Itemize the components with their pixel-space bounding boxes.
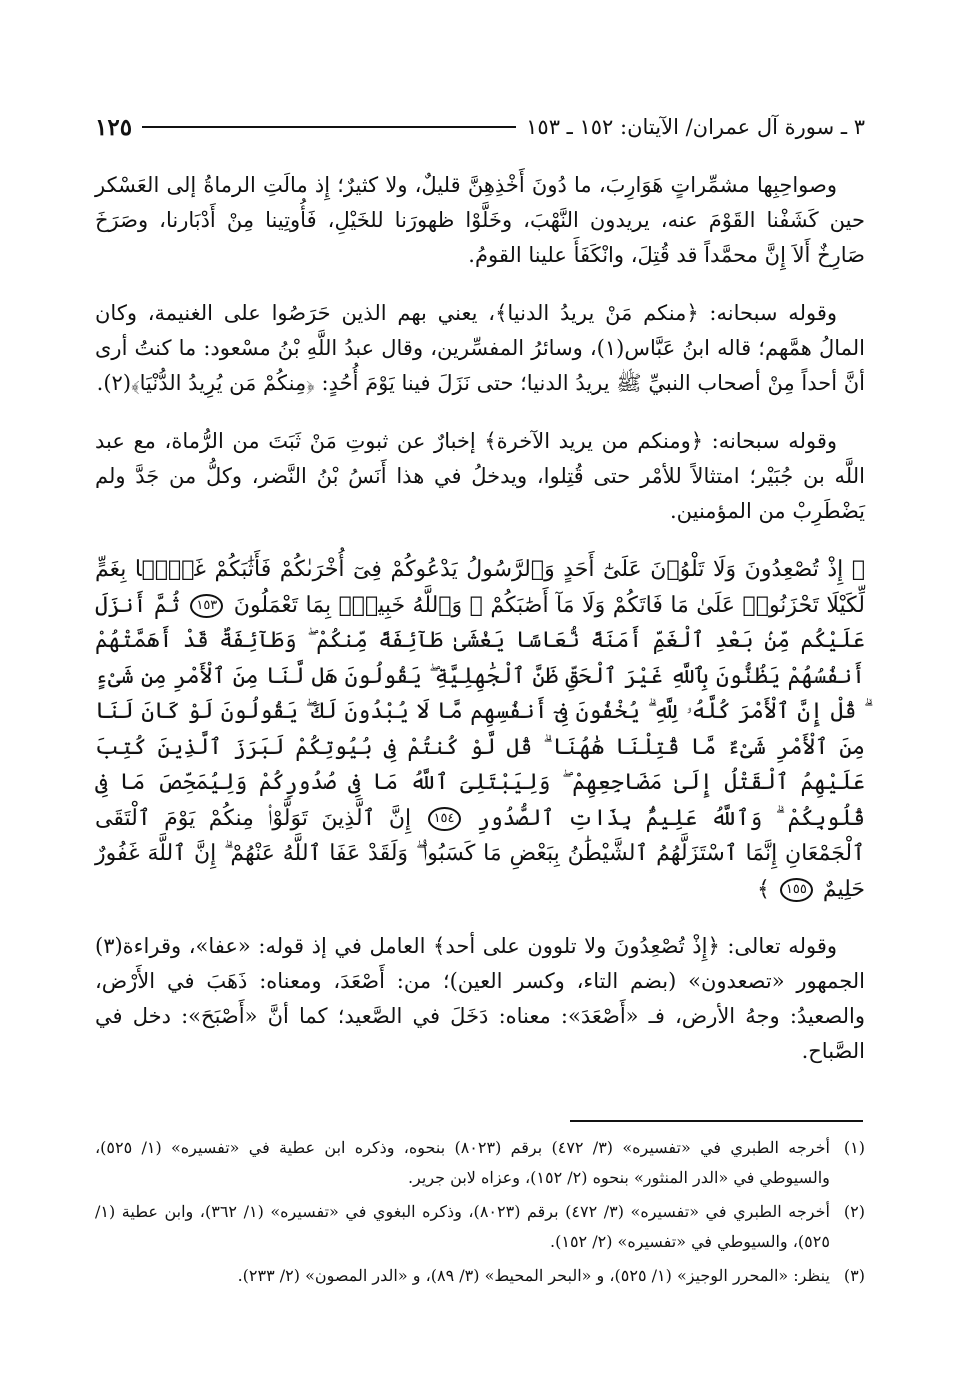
footnotes-rule (570, 1120, 863, 1122)
paragraph-2: وقوله سبحانه: ﴿منكم مَنْ يريدُ الدنيا﴾، يعني بهم الذين حَرَصُوا على الغنيمة، وكان المالُ همَّهم؛ قاله ابنُ عَبَّاس(١)، وسائرُ المفسِّرين، وقال عبدُ اللَّهِ بْنُ مسْعود: ما كنتُ أرى أنَّ أحداً مِنْ أصحاب النبيِّ ﷺ يريدُ الدنيا؛ حتى نَزَلَ فينا يَوْمَ أُحُدٍ: ﴿مِنكُمْ مَن يُرِيدُ الدُّنْيَا﴾(٢). (95, 301, 865, 395)
footnotes (95, 1133, 865, 1295)
quran-verse-155-text: إِنَّ ٱلَّذِينَ تَوَلَّوْا۟ مِنكُمْ يَوْمَ ٱلْتَقَى ٱلْجَمْعَانِ إِنَّمَا ٱسْتَزَلَّهُمُ ٱلشَّيْطَٰنُ بِبَعْضِ مَا كَسَبُوا۟ ۖ وَلَقَدْ عَفَا ٱللَّهُ عَنْهُمْ ۗ إِنَّ ٱللَّهَ غَفُورٌ حَلِيمٌ (95, 805, 865, 902)
footnote-text: أخرجه الطبري في «تفسيره» (٣/ ٤٧٢) برقم (٨٠٢٣) بنحوه، وذكره ابن عطية في «تفسيره» (١/ ٥٢٥)، والسيوطي في «الدر المنثور» بنحوه (٢/ ١٥٢)، وعزاه لابن جرير. (95, 1138, 830, 1187)
paragraph-1: وصواحِبِها مشمِّراتٍ هَوَارِبَ، ما دُونَ أَخْذِهِنَّ قليلٌ، ولا كثيرٌ؛ إِذ مالَتِ الرماةُ إلى العَسْكر حين كَشَفْنا القَوْمَ عنه، يريدون النَّهْبَ، وخَلَّوْا ظهورَنا للخَيْلِ، فَأُوتِينا مِنْ أَدْبَارنا، وصَرَخَ صَارِخٌ أَلاَ إِنَّ محمَّداً قد قُتِلَ، وانْكَفَأَ علينا القومُ. (95, 173, 865, 267)
footnote-1 (95, 1133, 865, 1193)
paragraph-4: وقوله تعالى: ﴿إِذْ تُصْعِدُونَ ولا تلوون على أحد﴾ العامل في إذ قوله: «عفا»، وقراءة(٣) الجمهور «تصعدون» (بضم التاء، وكسر العين)؛ من: أَصْعَدَ، ومعناه: ذَهَبَ في الأَرْض، والصعيدُ: وجهُ الأرض، فـ «أَصْعَدَ»: معناه: دَخَلَ في الصَّعيد؛ كما أنَّ «أَصْبَحَ»: دخل في الصَّباح. (95, 934, 865, 1063)
paragraph-3: وقوله سبحانه: ﴿ومنكم من يريد الآخرة﴾ إخبارٌ عن ثبوتِ مَنْ ثَبَتَ من الرُّماة، مع عبد اللَّه بن جُبَيْر؛ امتثالاً للأمْر حتى قُتِلوا، ويدخلُ في هذا أَنَسُ بْنُ النَّضر، وكلُّ من جَدَّ ولم يَضْطَرِبْ من المؤمنين. (95, 429, 865, 523)
footnote-number: (٢) (843, 1202, 865, 1221)
verse-number-154: ١٥٤ (428, 807, 461, 831)
footnote-2 (95, 1197, 865, 1257)
quran-verse-154-text: ثُمَّ أَنزَلَ عَلَيْكُم مِّنۢ بَعْدِ ٱلْغَمِّ أَمَنَةً نُّعَاسًا يَغْشَىٰ طَآئِفَةً مِّنكُمْ ۖ وَطَآئِفَةٌ قَدْ أَهَمَّتْهُمْ أَنفُسُهُمْ يَظُنُّونَ بِٱللَّهِ غَيْرَ ٱلْحَقِّ ظَنَّ ٱلْجَٰهِلِيَّةِ ۖ يَقُولُونَ هَل لَّنَا مِنَ ٱلْأَمْرِ مِن شَىْءٍ ۗ قُلْ إِنَّ ٱلْأَمْرَ كُلَّهُۥ لِلَّهِ ۗ يُخْفُونَ فِىٓ أَنفُسِهِم مَّا لَا يُبْدُونَ لَكَ ۖ يَقُولُونَ لَوْ كَانَ لَنَا مِنَ ٱلْأَمْرِ شَىْءٌ مَّا قُتِلْنَا هَٰهُنَا ۗ قُل لَّوْ كُنتُمْ فِى بُيُوتِكُمْ لَبَرَزَ ٱلَّذِينَ كُتِبَ عَلَيْهِمُ ٱلْقَتْلُ إِلَىٰ مَضَاجِعِهِمْ ۖ وَلِيَبْتَلِىَ ٱللَّهُ مَا فِى صُدُورِكُمْ وَلِيُمَحِّصَ مَا فِى قُلُوبِكُمْ ۗ وَٱللَّهُ عَلِيمٌۢ بِذَاتِ ٱلصُّدُورِ (95, 592, 865, 831)
page-body (95, 168, 865, 1092)
page-header (95, 112, 865, 142)
quran-verse-153-text: إِذْ تُصْعِدُونَ وَلَا تَلْوُۥنَ عَلَىٰٓ أَحَدٍ وَٱلرَّسُولُ يَدْعُوكُمْ فِىٓ أُخْرَىٰكُمْ فَأَثَٰبَكُمْ غَمًّۢا بِغَمٍّ لِّكَيْلَا تَحْزَنُوا۟ عَلَىٰ مَا فَاتَكُمْ وَلَا مَآ أَصَٰبَكُمْ ۗ وَٱللَّهُ خَبِيرٌۢ بِمَا تَعْمَلُونَ (95, 557, 865, 618)
running-title: ٣ ـ سورة آل عمران/ الآيتان: ١٥٢ ـ ١٥٣ (526, 115, 865, 139)
footnote-text: ينظر: «المحرر الوجيز» (١/ ٥٢٥)، و «البحر المحيط» (٣/ ٨٩)، و «الدر المصون» (٢/ ٢٣٣). (237, 1266, 830, 1285)
footnote-text: أخرجه الطبري في «تفسيره» (٣/ ٤٧٢) برقم (٨٠٢٣)، وذكره البغوي في «تفسيره» (١/ ٣٦٢)، وابن عطية (١/ ٥٢٥)، والسيوطي في «تفسيره» (٢/ ١٥٢). (95, 1202, 830, 1251)
quran-close-bracket: ﴾ (756, 876, 770, 902)
page-number: ١٢٥ (95, 113, 133, 141)
quran-open-bracket: ﴿ (851, 557, 866, 582)
footnote-3 (95, 1261, 865, 1291)
quran-passage (95, 552, 865, 907)
footnote-number: (١) (843, 1138, 865, 1157)
footnote-number: (٣) (843, 1266, 865, 1285)
header-rule (142, 126, 516, 128)
verse-number-155: ١٥٥ (780, 878, 813, 902)
verse-number-153: ١٥٣ (190, 594, 223, 618)
